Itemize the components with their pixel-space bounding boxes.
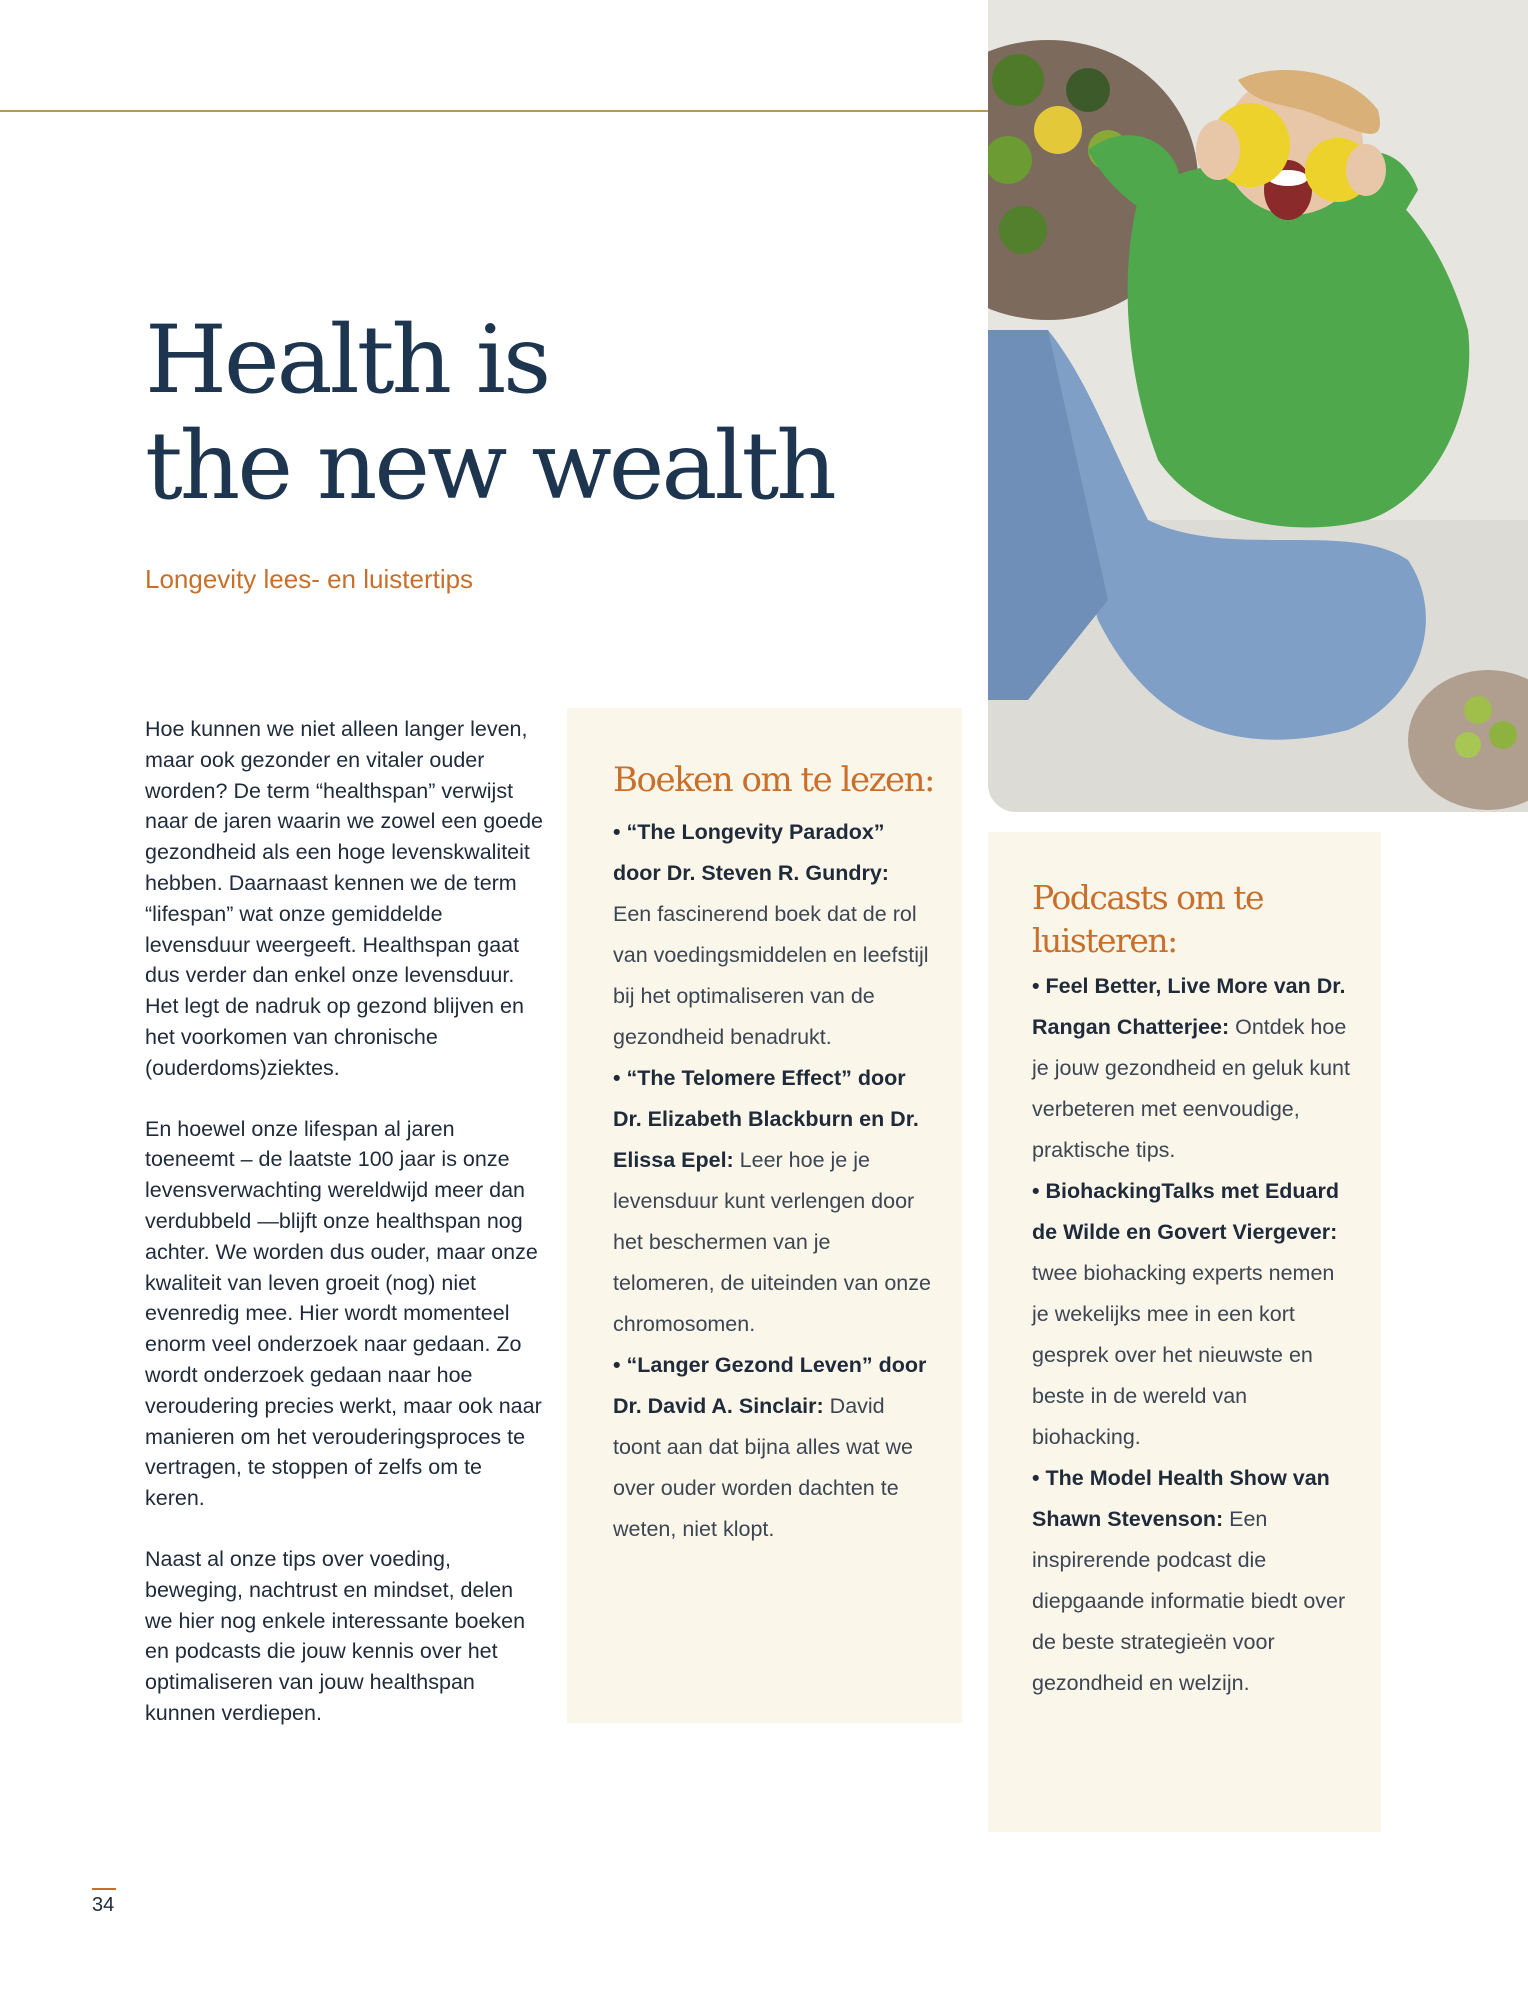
title-line-2: the new wealth xyxy=(145,412,834,521)
intro-paragraph: Naast al onze tips over voeding, beweging, nachtrust en mindset, delen we hier nog enkele interessante boeken en podcasts die jouw kennis over het optimaliseren van jouw healthspan kunnen verdiepen. xyxy=(145,1546,526,1725)
books-panel xyxy=(567,708,962,1723)
books-heading: Boeken om te lezen: xyxy=(613,760,934,800)
page-number-rule xyxy=(92,1888,116,1890)
page-title xyxy=(145,308,834,520)
intro-text xyxy=(145,714,545,1759)
podcasts-panel xyxy=(988,832,1381,1832)
list-item xyxy=(613,1058,933,1345)
podcast-title: • BiohackingTalks met Eduard de Wilde en Govert Viergever: xyxy=(1032,1179,1340,1244)
top-divider xyxy=(0,110,988,112)
book-title: • “Langer Gezond Leven” door Dr. David A. Sinclair: xyxy=(613,1353,927,1418)
books-list xyxy=(613,812,933,1550)
book-description: Een fascinerend boek dat de rol van voedingsmiddelen en leefstijl bij het optimaliseren van de gezondheid benadrukt. xyxy=(613,902,929,1049)
podcast-description: Een inspirerende podcast die diepgaande informatie biedt over de beste strategieën voor gezondheid en welzijn. xyxy=(1032,1507,1346,1695)
podcast-title: • The Model Health Show van Shawn Stevenson: xyxy=(1032,1466,1330,1531)
title-line-1: Health is xyxy=(145,306,549,415)
book-title: • “The Telomere Effect” door Dr. Elizabeth Blackburn en Dr. Elissa Epel: xyxy=(613,1066,919,1172)
book-title: • “The Longevity Paradox” door Dr. Steven R. Gundry: xyxy=(613,820,889,885)
podcast-description: twee biohacking experts nemen je wekelijks mee in een kort gesprek over het nieuwste en beste in de wereld van biohacking. xyxy=(1032,1261,1335,1449)
list-item xyxy=(1032,1171,1352,1458)
intro-paragraph: Hoe kunnen we niet alleen langer leven, maar ook gezonder en vitaler ouder worden? De term “healthspan” verwijst naar de jaren waarin we zowel een goede gezondheid als een hoge levenskwaliteit hebben. Daarnaast kennen we de term “lifespan” wat onze gemiddelde levensduur weergeeft. Healthspan gaat dus verder dan enkel onze levensduur. Het legt de nadruk op gezond blijven en het voorkomen van chronische (ouderdoms)ziektes. xyxy=(145,717,544,1080)
list-item xyxy=(613,812,933,1058)
subtitle: Longevity lees- en luistertips xyxy=(145,564,474,594)
book-description: Leer hoe je je levensduur kunt verlengen door het beschermen van je telomeren, de uiteinden van onze chromosomen. xyxy=(613,1148,931,1336)
book-description: David toont aan dat bijna alles wat we over ouder worden dachten te weten, niet klopt. xyxy=(613,1394,914,1541)
list-item xyxy=(1032,966,1352,1171)
intro-paragraph: En hoewel onze lifespan al jaren toeneemt – de laatste 100 jaar is onze levensverwachting wereldwijd meer dan verdubbeld —blijft onze healthspan nog achter. We worden dus ouder, maar onze kwaliteit van leven groeit (nog) niet evenredig mee. Hier wordt momenteel enorm veel onderzoek naar gedaan. Zo wordt onderzoek gedaan naar hoe veroudering precies werkt, maar ook naar manieren om het verouderingsproces te vertragen, te stoppen of zelfs om te keren. xyxy=(145,1116,542,1511)
podcasts-heading: Podcasts om te luisteren: xyxy=(1032,878,1264,960)
podcast-description: Ontdek hoe je jouw gezondheid en geluk kunt verbeteren met eenvoudige, praktische tips. xyxy=(1032,1015,1350,1162)
podcasts-list xyxy=(1032,966,1352,1704)
page-number: 34 xyxy=(92,1894,115,1916)
podcast-title: • Feel Better, Live More van Dr. Rangan Chatterjee: xyxy=(1032,974,1346,1039)
list-item xyxy=(1032,1458,1352,1704)
hero-photo xyxy=(988,0,1528,812)
list-item xyxy=(613,1345,933,1550)
